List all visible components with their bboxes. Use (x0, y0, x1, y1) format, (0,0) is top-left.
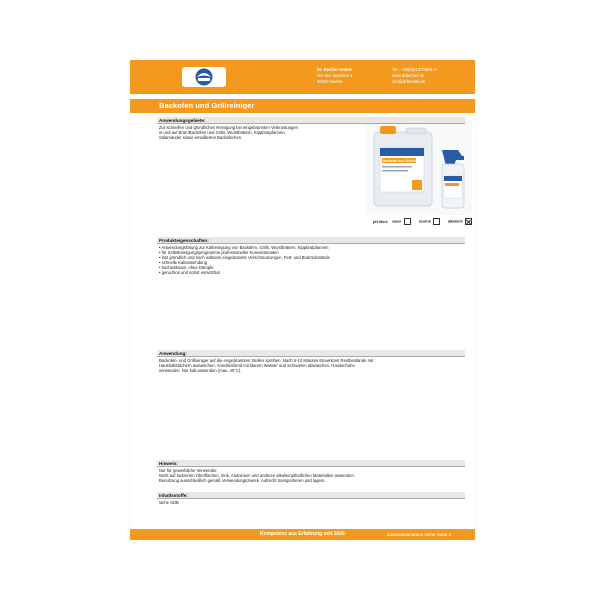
dr-becher-logo (180, 65, 228, 89)
text-inhaltsstoffe: siehe SDB (159, 500, 179, 505)
list-item: • löst gründlich und hoch wirksam eingebrannte Verschmutzungen, Fett- und Bratrückstände (159, 255, 330, 261)
heading-hinweis: Hinweis: (159, 460, 178, 466)
company-name: Dr. Becher GmbH (317, 67, 352, 72)
ph-label: pH-Wert: (373, 219, 389, 224)
heading-produkteigenschaften: Produkteigenschaften: (159, 237, 209, 243)
ph-option-alkalisch: alkalisch (448, 218, 472, 225)
company-city: 30926 Seelze (317, 78, 343, 84)
list-item: • geruchlos und sofort einsetzbar (159, 270, 221, 276)
list-item: • Anwendungslösung zur Kaltreinigung von Backöfen, Grills, Wurstbrätern, Kippbratpfannen (159, 245, 329, 250)
ph-option-sauer: sauer (392, 218, 411, 225)
section-bar-anwendung (157, 350, 465, 357)
company-address (317, 67, 352, 84)
text-anwendungsgebiete: Zur schnellen und gründlichen Reinigung bei eingebrannten Verkrustungen in und auf Brat-/Backöfen und Grills, Wurstbrätern, Kippbratpfannen, Salamander sowie emaillierten Backblechen. (159, 125, 298, 141)
phone: Tel.: +49(0)5137/9901-0 (392, 67, 437, 72)
text-anwendung: Backofen- und Grillreiniger auf die eingebrannten Stellen sprühen. Nach 5-10 Minuten Einwirkzeit Restbestände mit Haushaltstüchern auswischen. Anschließend mit klarem Wasser und Schwamm abwaschen. Handschuhe verwenden. Nur kalt anwenden (max. 40°C). (159, 358, 374, 374)
ph-checkbox-alkalisch[interactable] (465, 218, 472, 225)
heading-anwendung: Anwendung: (159, 350, 187, 356)
ph-checkbox-sauer[interactable] (404, 218, 411, 225)
list-item: • für Selbstreinigungsprogramme professioneller Konvektomaten (159, 250, 279, 256)
heading-anwendungsgebiete: Anwendungsgebiete: (159, 117, 206, 123)
heading-inhaltsstoffe: Inhaltsstoffe: (159, 492, 188, 498)
company-contact (392, 67, 437, 84)
ph-checkbox-neutral[interactable] (433, 218, 440, 225)
list-item: • hochwirksam, ohne Dämpfe (159, 265, 214, 271)
email: info@drbecher.de (392, 78, 426, 84)
ph-option-neutral: neutral (419, 218, 440, 225)
footer-slogan: Kompetenz aus Erfahrung seit 1896 (260, 531, 345, 537)
datasheet-page (130, 60, 475, 540)
list-item: • schnelle Kaltanwendung (159, 260, 208, 266)
footer-page-reference[interactable]: Gebindevarianten siehe Seite 2 (387, 531, 452, 537)
website: www.drbecher.de (392, 72, 425, 78)
company-street: Vor den Specken 3 (317, 72, 353, 78)
ph-scale (373, 218, 472, 225)
text-hinweis: Nur für gewerbliche Verwender. Nicht auf lackierten Oberflächen, Zink, Aluminium und anderen alkaliempfindlichen Materialien anwenden. Benutzung ausschließlich gemäß Verwendungszweck. Aufrecht transportieren und lagern. (159, 468, 355, 484)
section-bar-hinweis (157, 460, 465, 467)
section-bar-inhaltsstoffe (157, 492, 465, 499)
list-produkteigenschaften (159, 245, 330, 276)
product-image (366, 120, 472, 215)
page-title: Backofen und Grillreiniger (159, 101, 255, 110)
canister-label-text: Backofen und Grillreiniger (383, 159, 424, 163)
